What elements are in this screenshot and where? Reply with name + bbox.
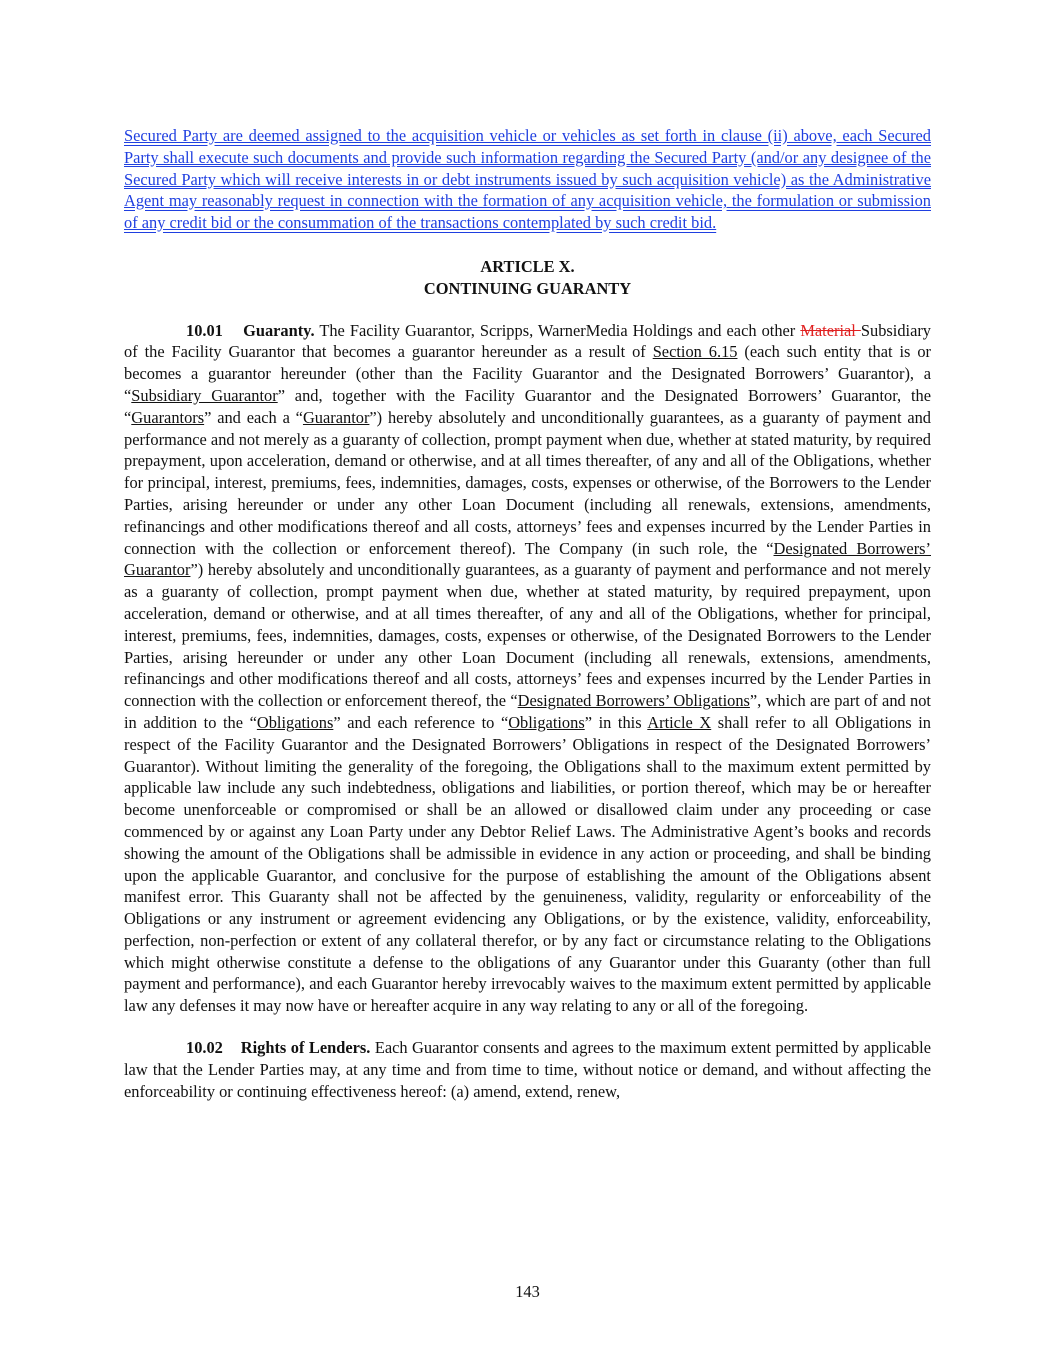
body-text: Each Guarantor consents and agrees to the maximum extent permitted by applicable law that the Lender Parties may, at any time and from time to time, without notice or demand, and without affecting the enforceability or continuing effectiveness hereof: (a) amend, extend, renew, <box>124 1038 931 1101</box>
cross-reference-section: Section 6.15 <box>652 342 738 362</box>
defined-term: Subsidiary Guarantor <box>131 385 278 405</box>
cross-reference-article: Article X <box>647 712 712 732</box>
body-text: ”) hereby absolutely and unconditionally guarantees, as a guaranty of payment and performance and not merely as a guaranty of collection, prompt payment when due, whether at stated maturity, by required prepayment, upon acceleration, demand or otherwise, and at all times thereafter, of any and all of the Obligations, whether for principal, interest, premiums, fees, indemnities, damages, costs, expenses or otherwise, of the Designated Borrowers to the Lender Parties, arising hereunder or under any other Loan Document (including all renewals, extensions, amendments, refinancings and other modifications thereof and all costs, attorneys’ fees and expenses incurred by the Lender Parties in connection with the collection or enforcement thereof, the “ <box>124 560 931 711</box>
section-number: 10.01 <box>186 320 223 340</box>
body-text: The Facility Guarantor, Scripps, WarnerMedia Holdings and each other <box>314 320 801 340</box>
body-text: ”, which are part of and not in addition to the “ <box>124 691 931 732</box>
article-title: CONTINUING GUARANTY <box>423 278 632 298</box>
body-text: ”) hereby absolutely and unconditionally guarantees, as a guaranty of payment and performance and not merely as a guaranty of collection, prompt payment when due, whether at stated maturity, by required prepayment, upon acceleration, demand or otherwise, and at all times thereafter, of any and all of the Obligations, whether for principal, interest, premiums, fees, indemnities, damages, costs, expenses or otherwise, of the Borrowers to the Lender Parties, arising hereunder or under any other Loan Document (including all renewals, extensions, amendments, refinancings and other modifications thereof and all costs, attorneys’ fees and expenses incurred by the Lender Parties in connection with the collection or enforcement thereof). The Company (in such role, the “ <box>124 407 931 558</box>
section-10-01 <box>124 320 931 1018</box>
defined-term: Obligations <box>256 712 334 732</box>
body-text: ” and each a “ <box>204 407 303 427</box>
body-text: ” in this <box>584 712 648 732</box>
defined-term: Guarantor <box>302 407 370 427</box>
defined-term: Designated Borrowers’ Obligations <box>517 691 750 711</box>
body-text: Subsidiary of the Facility Guarantor that becomes a guarantor hereunder as a result of <box>124 320 932 362</box>
defined-term: Designated Borrowers’ Guarantor <box>124 538 931 580</box>
section-heading: Rights of Lenders. <box>240 1038 371 1058</box>
article-number: ARTICLE X. <box>480 256 575 276</box>
section-heading: Guaranty. <box>243 320 315 340</box>
deleted-text: Material <box>800 320 861 340</box>
inserted-paragraph: Secured Party are deemed assigned to the acquisition vehicle or vehicles as set forth in clause (ii) above, each Secured Party shall execute such documents and provide such information regarding the Secured Party (and/or any designee of the Secured Party which will receive interests in or debt instruments issued by such acquisition vehicle) as the Administrative Agent may reasonably request in connection with the formation of any acquisition vehicle, the formulation or submission of any credit bid or the consummation of the transactions contemplated by such credit bid. <box>124 126 931 233</box>
body-text: shall refer to all Obligations in respect of the Facility Guarantor and the Designated Borrowers’ Obligations in respect of the Designated Borrowers’ Guarantor). Without limiting the generality of the foregoing, the Obligations shall to the maximum extent permitted by applicable law include any such indebtedness, obligations and liabilities, or portion thereof, which may be or hereafter become unenforceable or compromised or shall be an allowed or disallowed claim under any proceeding or case commenced by or against any Loan Party under any Debtor Relief Laws. The Administrative Agent’s books and records showing the amount of the Obligations shall be admissible in evidence in any action or proceeding, and shall be binding upon the applicable Guarantor, and conclusive for the purpose of establishing the amount of the Obligations absent manifest error. This Guaranty shall not be affected by the genuineness, validity, regularity or enforceability of the Obligations or any instrument or agreement evidencing any Obligations, or by the existence, validity, enforceability, perfection, non-perfection or extent of any collateral therefor, or by any fact or circumstance relating to the Obligations which might otherwise constitute a defense to the obligations of any Guarantor under this Guaranty (other than full payment and performance), and each Guarantor hereby irrevocably waives to the maximum extent permitted by applicable law any defenses it may now have or hereafter acquire in any way relating to any or all of the foregoing. <box>124 712 931 1016</box>
defined-term: Obligations <box>508 712 585 732</box>
body-text: (each such entity that is or becomes a guarantor hereunder (other than the Facility Guarantor and the Designated Borrowers’ Guarantor), a “ <box>124 342 932 405</box>
section-number: 10.02 <box>186 1038 223 1058</box>
document-page <box>124 125 931 1102</box>
page-number: 143 <box>515 1282 540 1301</box>
section-10-02 <box>124 1037 931 1102</box>
body-text: ” and each reference to “ <box>333 712 509 732</box>
body-text: ” and, together with the Facility Guarantor and the Designated Borrowers’ Guarantor, the “ <box>124 385 931 427</box>
defined-term: Guarantors <box>131 407 205 427</box>
